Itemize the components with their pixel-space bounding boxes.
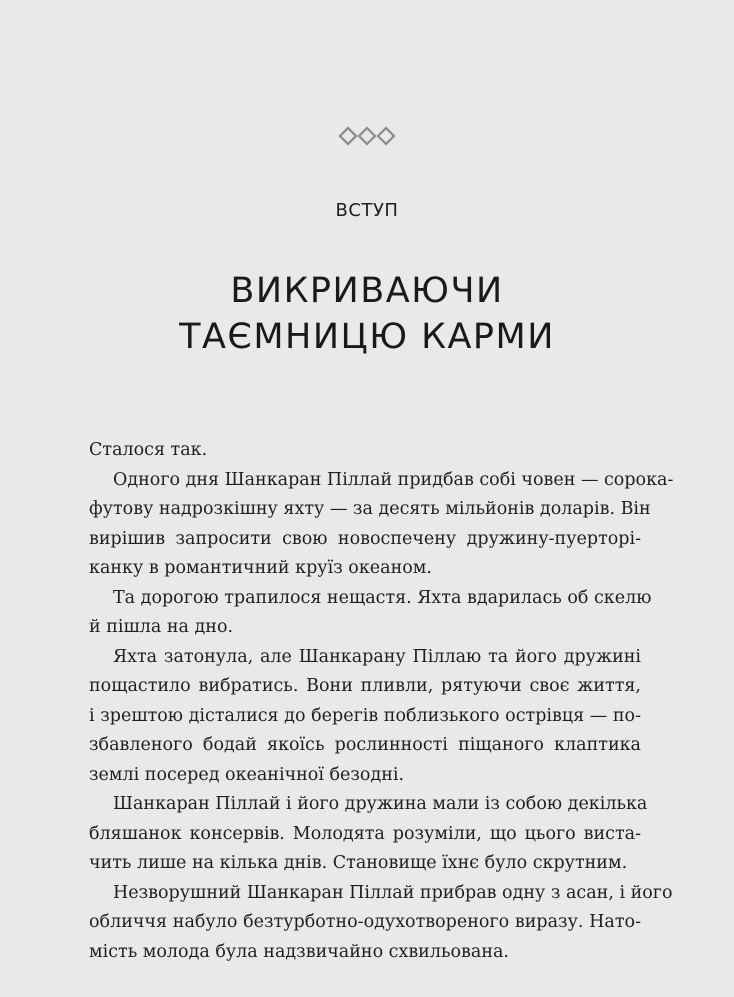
paragraph xyxy=(89,436,641,466)
text-line: Та дорогою трапилося нещастя. Яхта вдарилась об скелю xyxy=(113,587,652,608)
text-line: бляшанок консервів. Молодята розуміли, що цього вистa- xyxy=(89,823,641,844)
body-text xyxy=(89,436,674,967)
text-line: Яхта затонула, але Шанкарану Піллаю та його дружині xyxy=(113,646,641,667)
paragraph xyxy=(89,466,674,584)
text-line: чить лише на кілька днів. Становище їхнє було скрутним. xyxy=(89,853,628,873)
text-line: Шанкаран Піллай і його дружина мали із собою декілька xyxy=(113,794,648,814)
paragraph xyxy=(89,790,648,879)
paragraph xyxy=(89,643,641,791)
text-line: Незворушний Шанкаран Піллай прибрав одну з асан, і його xyxy=(113,882,673,903)
paragraph xyxy=(89,879,673,968)
chapter-title-line-2: ТАЄМНИЦЮ КАРМИ xyxy=(179,317,555,357)
text-line: Сталося так. xyxy=(89,440,208,460)
paragraph xyxy=(89,584,652,643)
text-line: й пішла на дно. xyxy=(89,617,234,637)
text-line: канку в романтичний круїз океаном. xyxy=(89,558,432,578)
chapter-title-line-1: ВИКРИВАЮЧИ xyxy=(230,271,504,311)
text-line: футову надрозкішну яхту — за десять мільйонів доларів. Він xyxy=(89,499,651,519)
ornament xyxy=(0,124,734,148)
text-line: вирішив запросити свою новоспечену дружину-пуерторі- xyxy=(89,528,641,549)
text-line: Одного дня Шанкаран Піллай придбав собі човен — сорока- xyxy=(113,469,674,490)
text-line: землі посеред океанічної безодні. xyxy=(89,764,405,785)
chapter-title xyxy=(0,268,734,360)
text-line: збавленого бодай якоїсь рослинності піщаного клаптика xyxy=(89,735,641,755)
text-line: обличчя набуло безтурботно-одухотвореного виразу. Нато- xyxy=(89,912,641,932)
text-line: і зрештою дісталися до берегів поблизького острівця — по- xyxy=(89,705,641,726)
three-diamonds-icon xyxy=(338,126,396,146)
text-line: пощастило вибратись. Вони пливли, рятуючи своє життя, xyxy=(89,676,641,696)
text-line: мість молода була надзвичайно схвильована. xyxy=(89,941,509,962)
section-label: ВСТУП xyxy=(335,200,399,221)
